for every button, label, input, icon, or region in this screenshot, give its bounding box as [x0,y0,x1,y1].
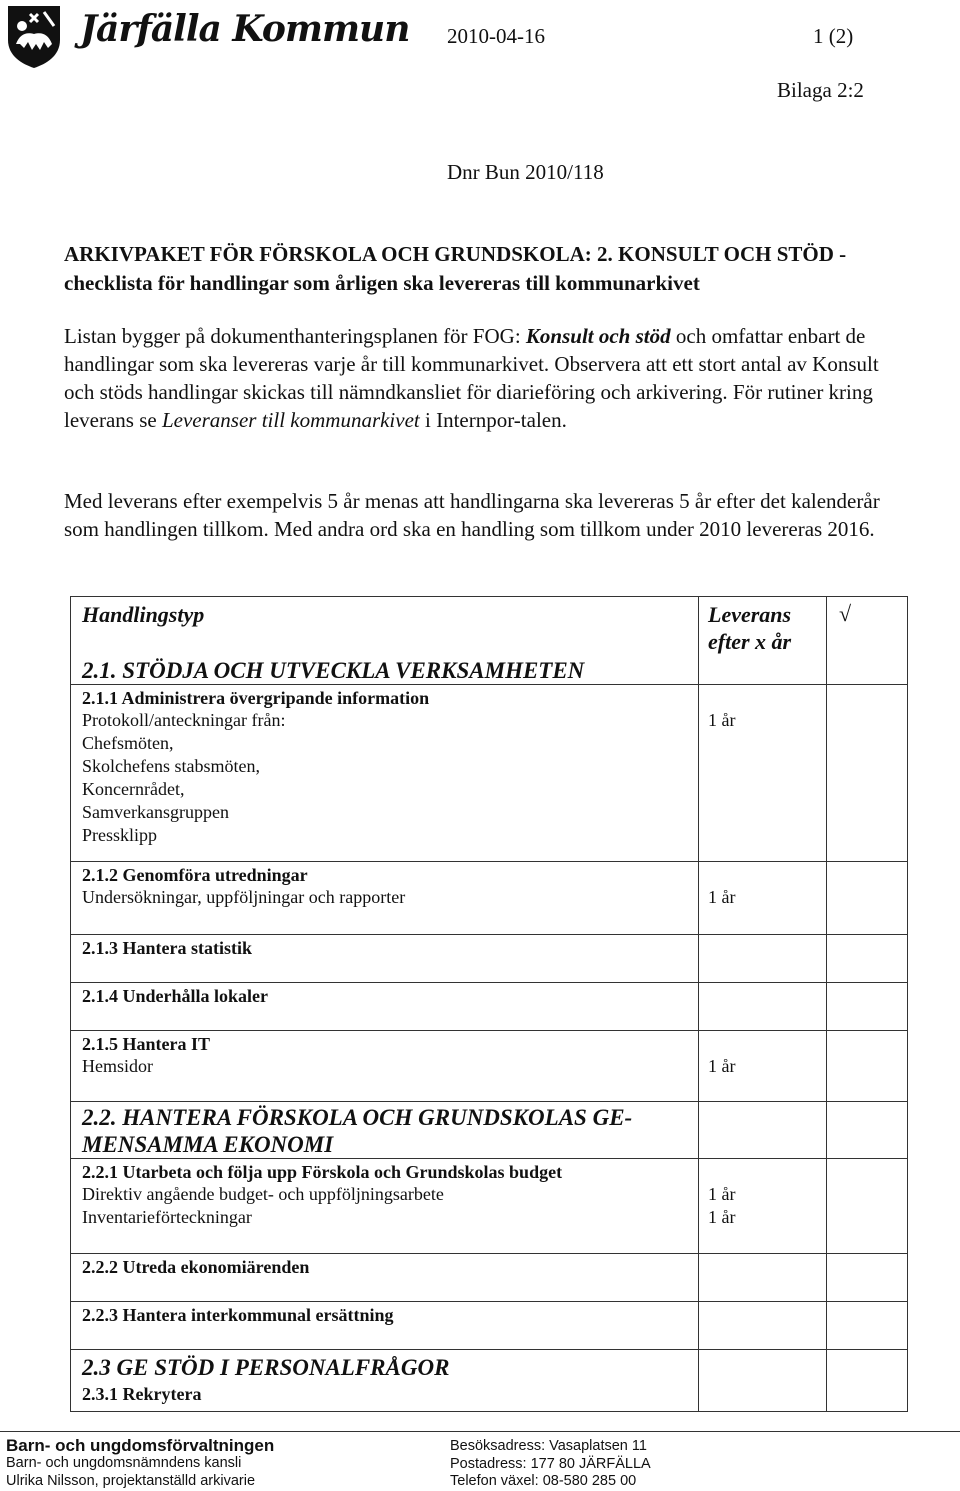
table-row [71,1381,908,1412]
footer-contact-person: Ulrika Nilsson, projektanställd arkivarie [6,1472,256,1489]
section-row [71,1102,908,1159]
list-item: Koncernrådet, [82,779,185,799]
delivery-value: 1 år [708,1184,736,1204]
table-row [71,1302,908,1350]
table-row [71,1254,908,1302]
table-header-row [71,597,908,656]
list-item: Samverkansgruppen [82,802,229,822]
subsection-heading-2-2-3: 2.2.3 Hantera interkommunal ersättning [82,1305,394,1325]
column-header-checkmark: √ [839,601,852,626]
list-item: Chefsmöten, [82,733,174,753]
column-header-document-type: Handlingstyp [82,602,205,627]
list-item: Protokoll/anteckningar från: [82,710,286,730]
table-row [71,983,908,1031]
subsection-heading-2-3-1: 2.3.1 Rekrytera [82,1384,202,1404]
footer-postal-address: Postadress: 177 80 JÄRFÄLLA [450,1455,651,1472]
subsection-heading-2-1-5: 2.1.5 Hantera IT [82,1034,210,1054]
footer-left [6,1436,274,1490]
section-heading-2-1: 2.1. STÖDJA OCH UTVECKLA VERKSAMHETEN [82,658,585,683]
table-row [71,1031,908,1102]
delivery-value: 1 år [708,1207,736,1227]
intro-emph-leveranser: Leveranser till kommunarkivet [161,408,420,432]
list-item: Inventarieförteckningar [82,1207,252,1227]
column-header-delivery: Leverans efter x år [708,602,792,654]
delivery-value: 1 år [708,1056,736,1076]
subsection-heading-2-2-2: 2.2.2 Utreda ekonomiärenden [82,1257,310,1277]
footer-phone: Telefon växel: 08-580 285 00 [450,1473,637,1489]
footer-divider [0,1431,960,1432]
subsection-heading-2-1-3: 2.1.3 Hantera statistik [82,938,252,958]
table-row [71,862,908,935]
intro-text-2: och omfattar enbart de handlingar som ska levereras varje år till kommunarkivet. Observera att ett stort antal av Konsult och stöds handlingar skickas till nämndkansliet för diarieföring och arkivering. För rutiner kring leverans se [64,324,879,432]
section-row [71,1350,908,1382]
section-heading-2-2 [82,1104,698,1158]
list-item: Direktiv angående budget- och uppföljningsarbete [82,1184,444,1204]
subsection-heading-2-1-2: 2.1.2 Genomföra utredningar [82,865,308,885]
intro-text-3: i Internpor-talen. [419,408,567,432]
subsection-heading-2-1-1: 2.1.1 Administrera övergripande information [82,688,430,708]
subsection-heading-2-2-1: 2.2.1 Utarbeta och följa upp Förskola och Grundskolas budget [82,1162,563,1182]
page-number: 1 (2) [813,24,854,48]
section-heading-2-3: 2.3 GE STÖD I PERSONALFRÅGOR [82,1355,450,1380]
section-row [71,655,908,685]
section-heading-2-2-line1: 2.2. HANTERA FÖRSKOLA OCH GRUNDSKOLAS GE- [82,1105,633,1130]
attachment-label: Bilaga 2:2 [777,78,864,102]
table-row [71,685,908,862]
intro-paragraph [64,322,899,434]
document-date: 2010-04-16 [447,24,545,48]
list-item: Hemsidor [82,1056,153,1076]
footer-organization: Barn- och ungdomsförvaltningen [6,1436,275,1455]
delivery-value: 1 år [708,887,736,907]
table-row [71,1159,908,1254]
list-item: Pressklipp [82,825,158,845]
footer-visit-address: Besöksadress: Vasaplatsen 11 [450,1438,647,1454]
section-heading-2-2-line2: MENSAMMA EKONOMI [82,1132,334,1157]
table-row [71,935,908,983]
intro-text-1: Listan bygger på dokumenthanteringsplanen för FOG: [64,324,526,348]
explanation-paragraph: Med leverans efter exempelvis 5 år menas att handlingarna ska levereras 5 år efter det kalenderår som handlingen tillkom. Med andra ord ska en handling som tillkom under 2010 levereras 2016. [64,489,880,541]
footer-department: Barn- och ungdomsnämndens kansli [6,1455,242,1471]
reference-number: Dnr Bun 2010/118 [447,160,604,184]
delivery-value: 1 år [708,710,736,730]
list-item: Skolchefens stabsmöten, [82,756,260,776]
checklist-table [70,596,908,1412]
document-title: ARKIVPAKET FÖR FÖRSKOLA OCH GRUNDSKOLA: 2. KONSULT OCH STÖD - checklista för handlingar som årligen ska levereras till kommunarkivet [64,242,847,295]
municipality-crest-icon [6,4,62,70]
municipality-logo-text: Järfälla Kommun [80,8,410,50]
intro-emph-konsult: Konsult och stöd [525,324,671,348]
subsection-heading-2-1-4: 2.1.4 Underhålla lokaler [82,986,269,1006]
footer-right [450,1438,651,1491]
list-item: Undersökningar, uppföljningar och rapporter [82,887,406,907]
